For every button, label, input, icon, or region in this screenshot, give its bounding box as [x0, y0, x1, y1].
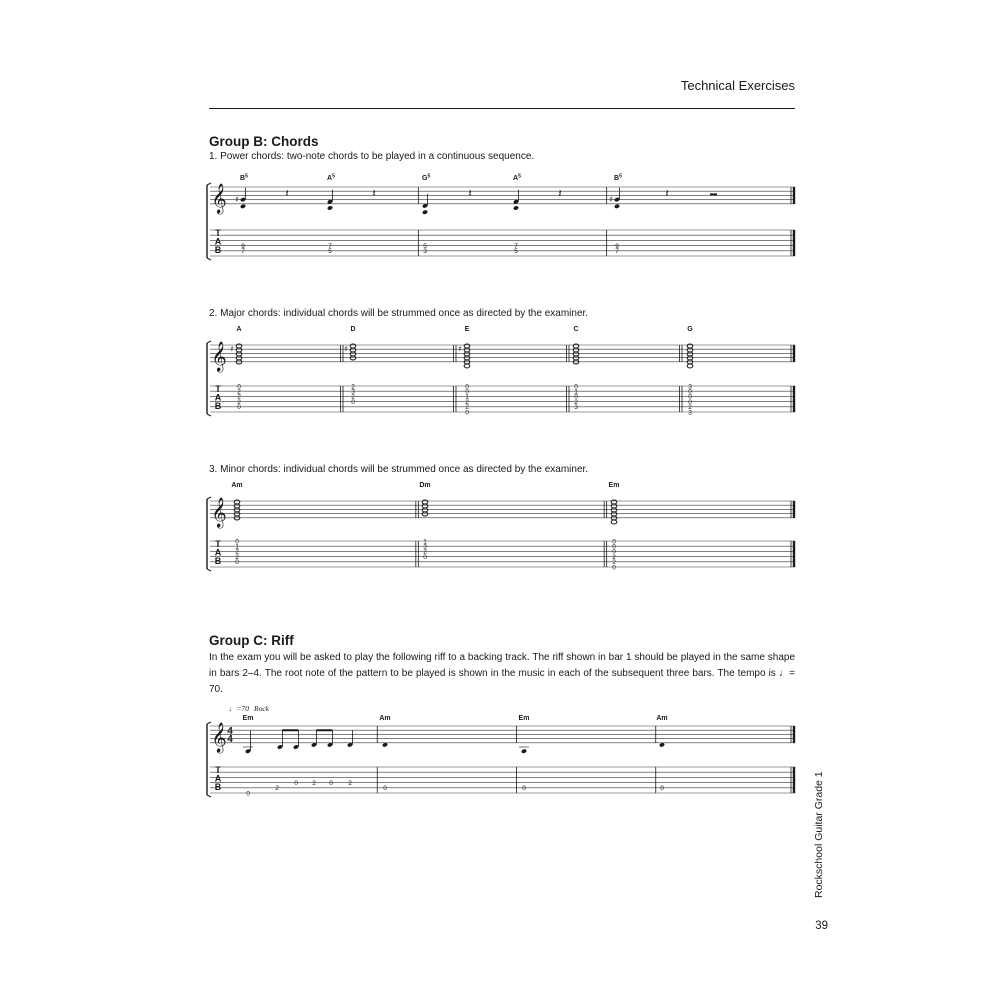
whole-note-head	[687, 348, 693, 352]
whole-note-head	[234, 500, 240, 504]
half-rest-icon	[710, 193, 717, 195]
tab-fret: 0	[574, 383, 578, 391]
sharp-icon: ♯	[235, 195, 239, 205]
chord-symbol: Em	[608, 482, 620, 489]
whole-note-head	[236, 344, 242, 348]
tab-fret: 0	[237, 383, 241, 391]
whole-note-head	[422, 512, 428, 516]
tab-fret: 2	[348, 779, 352, 787]
chord-symbol: Am	[231, 482, 243, 489]
chord-symbol: $A^5$	[513, 173, 521, 182]
tab-fret: 3	[351, 388, 355, 396]
minor-chords-text: 3. Minor chords: individual chords will be strummed once as directed by the examiner.	[209, 464, 589, 475]
tab-fret: 5	[328, 248, 332, 256]
whole-note-head	[234, 504, 240, 508]
bracket-hook-bottom	[207, 414, 211, 416]
sharp-icon: ♯	[458, 344, 462, 354]
tab-fret: 2	[465, 398, 469, 406]
whole-note-head	[464, 364, 470, 368]
tab-fret: 1	[235, 543, 239, 551]
tab-fret: 0	[574, 393, 578, 401]
tab-fret: 7	[514, 242, 518, 250]
quarter-rest-icon: 𝄽	[468, 187, 472, 200]
time-signature-digit: 4	[227, 734, 233, 745]
tab-clef-letter: A	[214, 392, 222, 403]
whole-note-head	[611, 504, 617, 508]
whole-note-head	[687, 356, 693, 360]
time-signature-digit: 4	[227, 726, 233, 737]
whole-note-head	[464, 352, 470, 356]
chord-symbol: A	[236, 326, 242, 333]
major-chords-system	[207, 326, 795, 416]
tab-fret: 0	[465, 383, 469, 391]
tab-clef-letter: A	[214, 773, 222, 784]
tab-fret: 5	[514, 248, 518, 256]
whole-note-head	[350, 352, 356, 356]
tab-fret: 7	[328, 242, 332, 250]
tab-fret: 0	[237, 404, 241, 412]
tab-fret: 0	[383, 785, 387, 793]
whole-note-head	[422, 508, 428, 512]
whole-note-head	[573, 356, 579, 360]
chord-symbol: C	[573, 326, 579, 333]
tab-fret: 0	[688, 393, 692, 401]
tab-fret: 0	[688, 398, 692, 406]
tab-fret: 0	[423, 553, 427, 561]
whole-note-head	[687, 364, 693, 368]
whole-note-head	[573, 352, 579, 356]
note-head	[513, 205, 519, 210]
tab-fret: 2	[688, 404, 692, 412]
quarter-rest-icon: 𝄽	[285, 187, 289, 200]
tab-clef-letter: T	[215, 384, 221, 394]
tab-clef-letter: B	[214, 782, 222, 792]
chord-symbol: $A^5$	[327, 173, 335, 182]
tab-fret: 1	[423, 538, 427, 546]
sharp-icon: ♯	[609, 195, 613, 205]
tab-fret: 2	[237, 398, 241, 406]
tab-clef-letter: T	[215, 539, 221, 549]
tab-fret: 0	[612, 548, 616, 556]
whole-note-head	[464, 344, 470, 348]
tab-fret: 9	[241, 242, 245, 250]
tab-fret: 3	[688, 383, 692, 391]
tab-fret: 2	[423, 548, 427, 556]
whole-note-head	[350, 348, 356, 352]
note-head	[240, 204, 246, 209]
tab-fret: 2	[312, 779, 316, 787]
tab-clef-letter: B	[214, 245, 222, 255]
tab-fret: 3	[423, 248, 427, 256]
tab-fret: 0	[294, 779, 298, 787]
treble-clef-icon: 𝄞	[211, 497, 227, 528]
chord-symbol: Am	[379, 715, 391, 722]
tab-fret: 2	[574, 398, 578, 406]
tab-fret: 3	[423, 543, 427, 551]
bracket-hook-bottom	[207, 569, 211, 571]
power-chords-text: 1. Power chords: two-note chords to be played in a continuous sequence.	[209, 151, 535, 162]
tab-fret: 2	[235, 548, 239, 556]
tempo-marking: ♩=70	[229, 704, 250, 713]
chord-symbol: $B^5$	[614, 173, 622, 182]
tab-fret: 2	[235, 553, 239, 561]
whole-note-head	[234, 512, 240, 516]
tab-clef-letter: A	[214, 547, 222, 558]
riff-paragraph: In the exam you will be asked to play the following riff to a backing track. The riff shown in bar 1 should be played in the same shape in bars 2–4. The root note of the pattern to be played is shown in the music in each of the subsequent three bars. The tempo is ♩= 70.	[209, 652, 795, 695]
tab-fret: 2	[612, 553, 616, 561]
tab-fret: 0	[329, 779, 333, 787]
chord-symbol: Am	[656, 715, 668, 722]
tab-fret: 0	[688, 388, 692, 396]
treble-clef-icon: 𝄞	[211, 341, 227, 372]
whole-note-head	[611, 512, 617, 516]
whole-note-head	[234, 508, 240, 512]
note-head	[327, 205, 333, 210]
tab-fret: 0	[235, 538, 239, 546]
quarter-rest-icon: 𝄽	[558, 187, 562, 200]
chord-symbol: Em	[518, 715, 530, 722]
tab-fret: 5	[423, 242, 427, 250]
tab-fret: 3	[688, 409, 692, 417]
tab-fret: 2	[275, 785, 279, 793]
tab-fret: 1	[574, 388, 578, 396]
group-b-title: Group B: Chords	[209, 134, 319, 149]
sharp-icon: ♯	[344, 344, 348, 354]
minor-chords-system	[207, 482, 795, 571]
whole-note-head	[236, 356, 242, 360]
whole-note-head	[422, 504, 428, 508]
tab-fret: 0	[612, 538, 616, 546]
whole-note-head	[611, 508, 617, 512]
chord-symbol: E	[464, 326, 470, 333]
tab-fret: 1	[465, 393, 469, 401]
tab-fret: 0	[660, 785, 664, 793]
treble-clef-icon: 𝄞	[211, 183, 227, 214]
whole-note-head	[573, 344, 579, 348]
note-head	[521, 749, 527, 754]
whole-note-head	[236, 352, 242, 356]
tab-fret: 0	[465, 409, 469, 417]
tab-fret: 3	[574, 404, 578, 412]
tab-fret: 7	[241, 248, 245, 256]
tab-fret: 2	[351, 383, 355, 391]
chord-symbol: D	[350, 326, 356, 333]
riff-system	[207, 704, 795, 797]
whole-note-head	[422, 500, 428, 504]
treble-clef-icon: 𝄞	[211, 722, 227, 753]
tab-clef-letter: T	[215, 228, 221, 238]
tab-clef-letter: T	[215, 765, 221, 775]
tab-fret: 0	[522, 785, 526, 793]
whole-note-head	[611, 520, 617, 524]
tab-fret: 2	[465, 404, 469, 412]
tab-fret: 0	[351, 398, 355, 406]
tab-fret: 0	[465, 388, 469, 396]
chord-symbol: $G^5$	[422, 173, 431, 182]
chord-symbol: Dm	[419, 482, 431, 489]
tab-fret: 2	[612, 559, 616, 567]
whole-note-head	[236, 348, 242, 352]
whole-note-head	[687, 352, 693, 356]
style-marking: Rock	[254, 704, 269, 713]
page-number: 39	[815, 920, 828, 932]
quarter-rest-icon: 𝄽	[665, 187, 669, 200]
tab-clef-letter: A	[214, 236, 222, 247]
side-label: Rockschool Guitar Grade 1	[813, 771, 825, 898]
tab-fret: 0	[612, 543, 616, 551]
whole-note-head	[464, 356, 470, 360]
sharp-icon: ♯	[230, 344, 234, 354]
major-chords-text: 2. Major chords: individual chords will be strummed once as directed by the examiner.	[209, 308, 589, 319]
whole-note-head	[350, 344, 356, 348]
chord-symbol: G	[687, 326, 693, 333]
tab-fret: 2	[237, 393, 241, 401]
whole-note-head	[350, 356, 356, 360]
power-chords-system	[207, 174, 795, 261]
whole-note-head	[687, 344, 693, 348]
whole-note-head	[464, 348, 470, 352]
tab-fret: 2	[237, 388, 241, 396]
tab-fret: 2	[351, 393, 355, 401]
group-c-title: Group C: Riff	[209, 633, 294, 648]
quarter-rest-icon: 𝄽	[372, 187, 376, 200]
tab-clef-letter: B	[214, 556, 222, 566]
whole-note-head	[573, 348, 579, 352]
tab-fret: 7	[615, 248, 619, 256]
note-head	[422, 210, 428, 215]
chord-symbol: $B^5$	[240, 173, 248, 182]
note-head	[614, 204, 620, 209]
whole-note-head	[611, 500, 617, 504]
tab-fret: 0	[612, 564, 616, 572]
tab-fret: 0	[235, 559, 239, 567]
bracket-hook-bottom	[207, 795, 211, 797]
header-title: Technical Exercises	[680, 78, 795, 93]
tab-clef-letter: B	[214, 401, 222, 411]
tab-fret: 9	[615, 242, 619, 250]
bracket-hook-bottom	[207, 258, 211, 260]
chord-symbol: Em	[242, 715, 254, 722]
tab-fret: 0	[246, 790, 250, 798]
